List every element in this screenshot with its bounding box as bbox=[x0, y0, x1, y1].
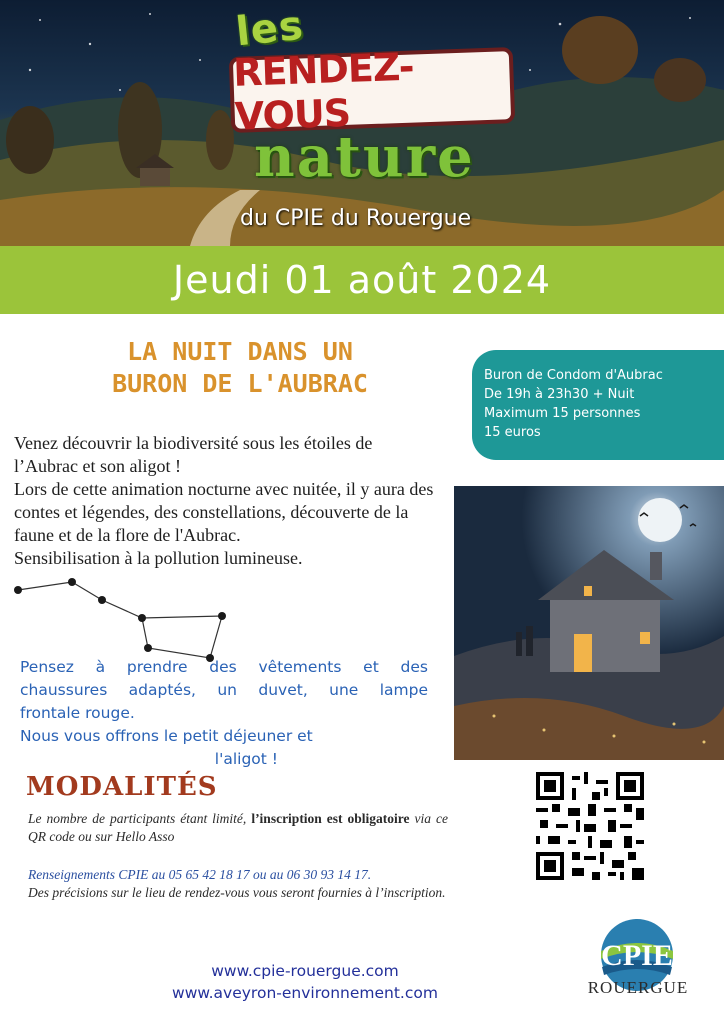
contact-phones: Renseignements CPIE au 05 65 42 18 17 ou au 06 30 93 14 17. bbox=[28, 867, 372, 882]
note-line: l'aligot ! bbox=[214, 750, 278, 768]
modalites-contact bbox=[28, 866, 448, 902]
link-aveyron-environnement[interactable]: www.aveyron-environnement.com bbox=[172, 984, 438, 1002]
website-links bbox=[150, 960, 460, 1004]
contact-note: Des précisions sur le lieu de rendez-vous vous seront fournies à l’inscription. bbox=[28, 885, 446, 900]
big-dipper-constellation-icon bbox=[10, 576, 240, 666]
date-band bbox=[0, 246, 724, 314]
registration-qr-code[interactable] bbox=[536, 772, 644, 880]
link-cpie-rouergue[interactable]: www.cpie-rouergue.com bbox=[211, 962, 399, 980]
cpie-logo-mark: CPIE bbox=[601, 939, 673, 972]
event-title-line2: BURON DE L'AUBRAC bbox=[112, 369, 368, 398]
brand-rendez-vous: RENDEZ-VOUS bbox=[232, 44, 415, 139]
note-line: frontale rouge. bbox=[20, 704, 135, 722]
event-date: Jeudi 01 août 2024 bbox=[172, 258, 552, 302]
brand-box bbox=[229, 44, 515, 139]
brand-les: les bbox=[233, 2, 306, 56]
info-time: De 19h à 23h30 + Nuit bbox=[484, 387, 635, 402]
modalites-text-part: Le nombre de participants étant limité, bbox=[28, 811, 247, 826]
buron-night-illustration bbox=[454, 486, 724, 760]
description-paragraph: Venez découvrir la biodiversité sous les étoiles de l’Aubrac et son aligot ! bbox=[14, 433, 373, 476]
modalites-text bbox=[28, 810, 448, 846]
info-price: 15 euros bbox=[484, 425, 541, 440]
event-info-box bbox=[472, 350, 724, 460]
info-location: Buron de Condom d'Aubrac bbox=[484, 368, 663, 383]
cpie-logo-name: ROUERGUE bbox=[587, 978, 689, 997]
info-capacity: Maximum 15 personnes bbox=[484, 406, 641, 421]
note-line: Pensez à prendre des vêtements et des bbox=[20, 658, 428, 676]
practical-note bbox=[20, 656, 428, 771]
description-paragraph: Sensibilisation à la pollution lumineuse. bbox=[14, 548, 303, 568]
event-title-line1: LA NUIT DANS UN bbox=[127, 337, 353, 366]
brand-nature: nature bbox=[254, 124, 475, 190]
event-title bbox=[40, 336, 440, 400]
modalites-heading: MODALITÉS bbox=[26, 772, 218, 802]
note-line: chaussures adaptés, un duvet, une lampe bbox=[20, 681, 428, 699]
event-description bbox=[14, 432, 436, 570]
note-line: Nous vous offrons le petit déjeuner et bbox=[20, 727, 313, 745]
modalites-text-part: via ce QR code ou sur Hello Asso bbox=[28, 811, 449, 844]
brand-subtitle: du CPIE du Rouergue bbox=[240, 206, 472, 231]
description-paragraph: Lors de cette animation nocturne avec nuitée, il y aura des contes et légendes, des constellations, découverte de la faune et de la flore de l'Aubrac. bbox=[14, 479, 434, 545]
header-banner bbox=[0, 0, 724, 246]
modalites-text-bold: l’inscription est obligatoire bbox=[251, 811, 410, 826]
